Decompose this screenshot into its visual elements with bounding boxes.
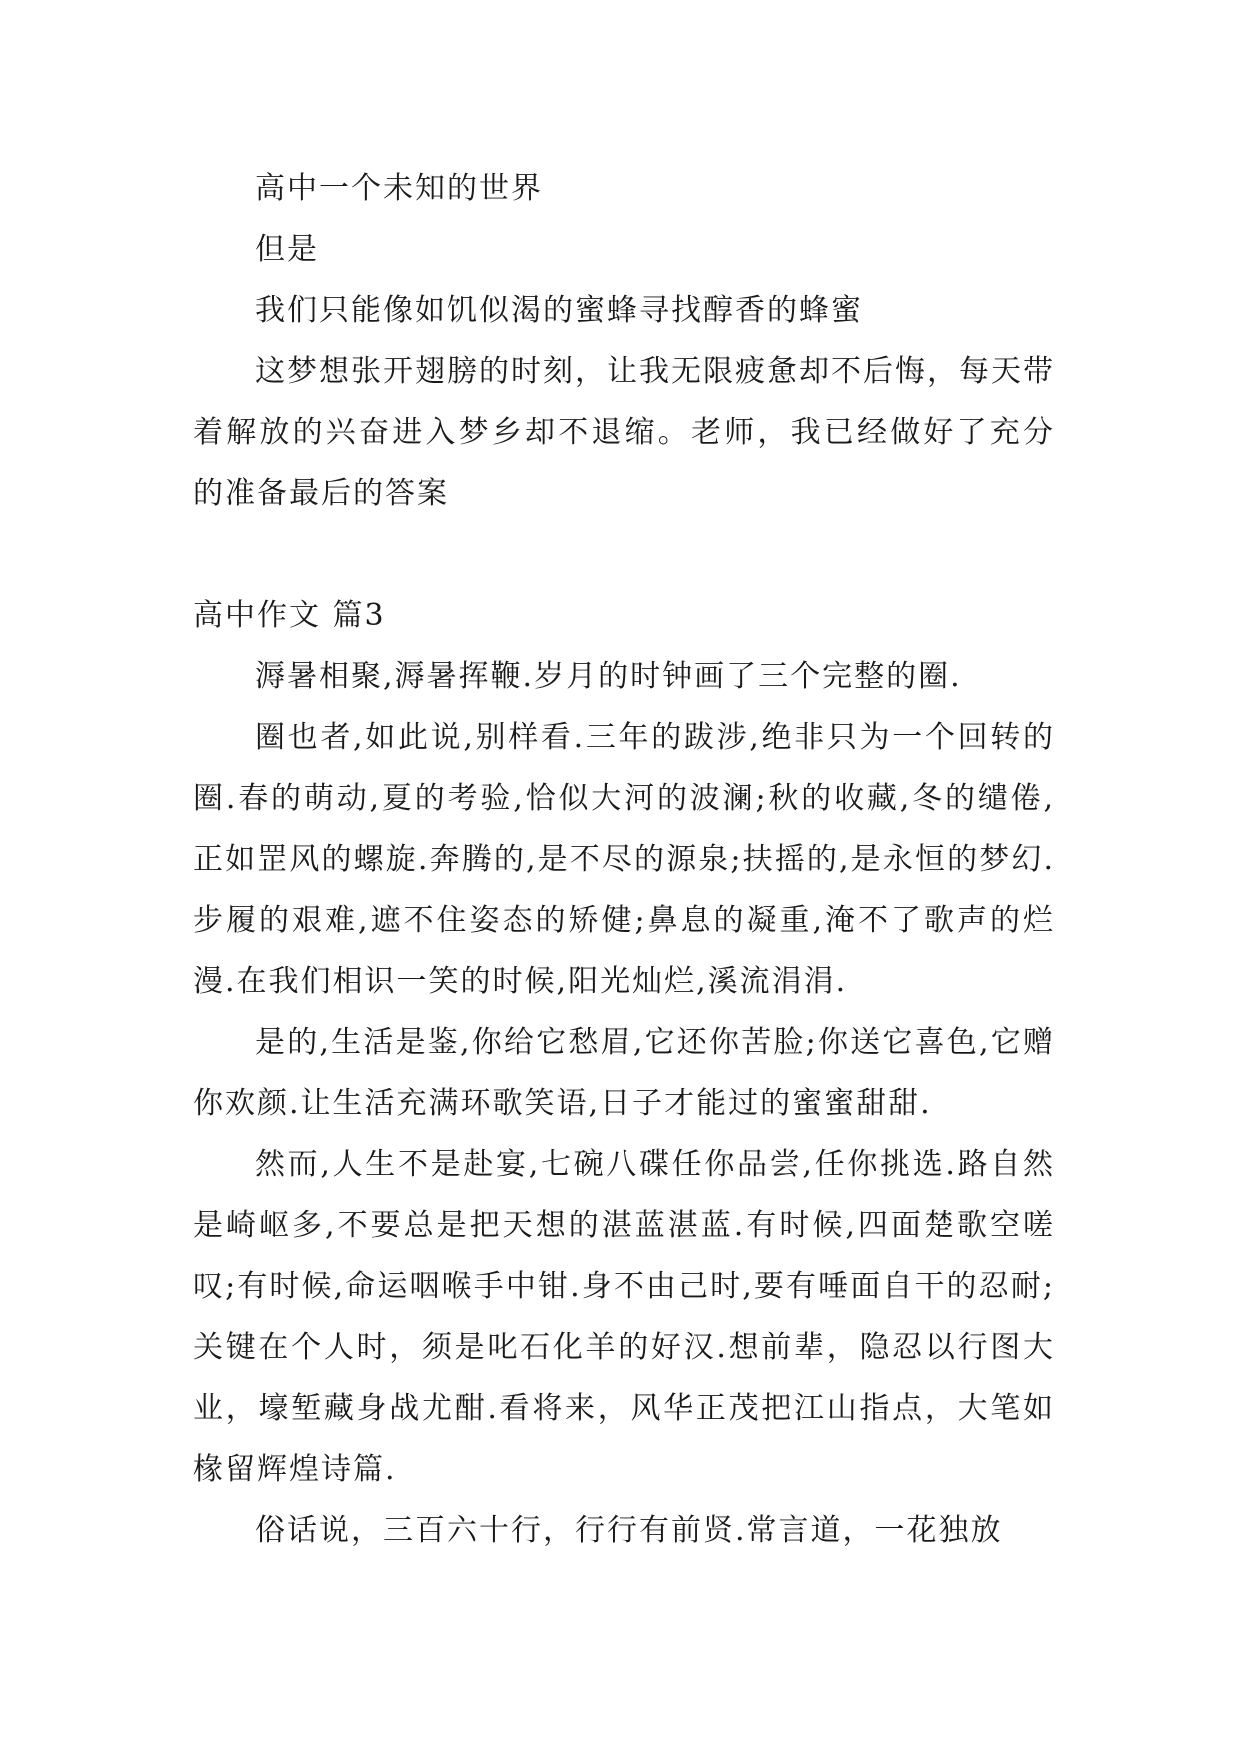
intro-paragraph: 这梦想张开翅膀的时刻，让我无限疲惫却不后悔，每天带着解放的兴奋进入梦乡却不退缩。老师，我已经做好了充分的准备最后的答案: [193, 354, 1055, 511]
section-spacer: [193, 524, 1055, 585]
intro-paragraph: 我们只能像如饥似渴的蜜蜂寻找醇香的蜂蜜: [255, 293, 863, 328]
body-paragraph: 俗话说，三百六十行，行行有前贤.常言道，一花独放: [255, 1513, 1003, 1548]
section-title: 高中作文 篇3: [193, 598, 386, 633]
body-paragraph: 溽暑相聚,溽暑挥鞭.岁月的时钟画了三个完整的圈.: [255, 659, 962, 694]
body-paragraph: 圈也者,如此说,别样看.三年的跋涉,绝非只为一个回转的圈.春的萌动,夏的考验,恰似大河的波澜;秋的收藏,冬的缱倦,正如罡风的螺旋.奔腾的,是不尽的源泉;扶摇的,是永恒的梦幻.步履的艰难,遮不住姿态的矫健;鼻息的凝重,淹不了歌声的烂漫.在我们相识一笑的时候,阳光灿烂,溪流涓涓.: [193, 720, 1055, 999]
document-body: [193, 158, 1055, 1561]
body-paragraph: 然而,人生不是赴宴,七碗八碟任你品尝,任你挑选.路自然是崎岖多,不要总是把天想的湛蓝湛蓝.有时候,四面楚歌空嗟叹;有时候,命运咽喉手中钳.身不由己时,要有唾面自干的忍耐;关键在个人时，须是叱石化羊的好汉.想前辈，隐忍以行图大业，壕堑藏身战尤酣.看将来，风华正茂把江山指点，大笔如椽留辉煌诗篇.: [193, 1147, 1055, 1487]
intro-paragraph: 但是: [255, 232, 319, 267]
body-paragraph: 是的,生活是鉴,你给它愁眉,它还你苦脸;你送它喜色,它赠你欢颜.让生活充满环歌笑语,日子才能过的蜜蜜甜甜.: [193, 1025, 1055, 1121]
intro-paragraph: 高中一个未知的世界: [255, 171, 543, 206]
